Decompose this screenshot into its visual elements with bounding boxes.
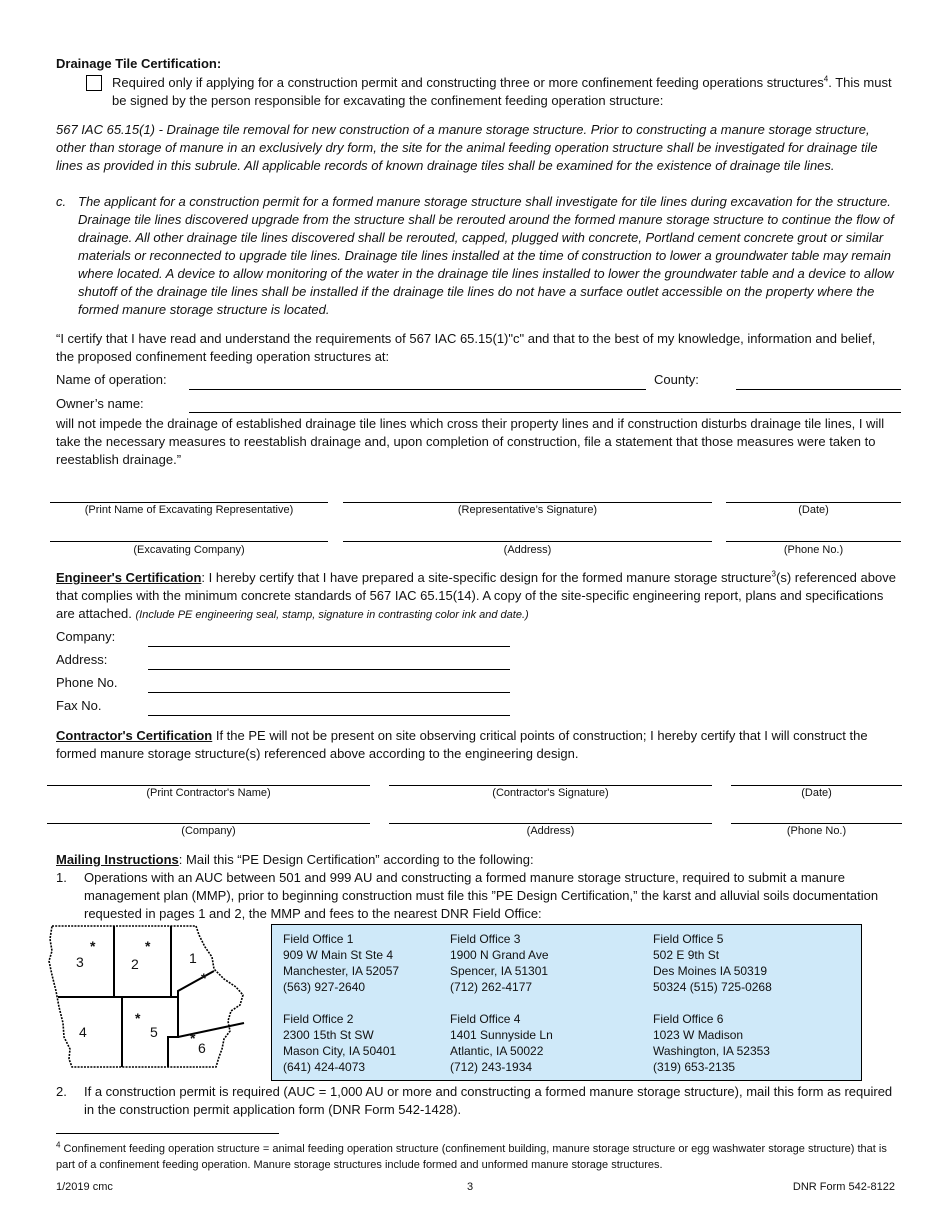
map-region-2: 2 <box>131 956 139 972</box>
excavating-date-caption: (Date) <box>798 504 829 516</box>
contractor-phone-caption: (Phone No.) <box>786 825 847 837</box>
drainage-checkbox[interactable] <box>86 75 102 91</box>
certify-end: will not impede the drainage of established drainage tile lines which cross their property lines and if construction disturbs drainage tile lines, I will take the necessary measures to reestablish drainage and, upon completion of construction, file a statement that those measures were taken to reestablish drainage.” <box>56 416 885 467</box>
excavating-company-line[interactable] <box>50 541 328 542</box>
mailing-instructions: Mailing Instructions: Mail this “PE Design Certification” according to the following: <box>56 852 534 867</box>
footer-left: 1/2019 cmc <box>56 1181 113 1193</box>
certify-intro: “I certify that I have read and understand the requirements of 567 IAC 65.15(1)"c" and that to the best of my knowledge, information and belief, the proposed confinement feeding operation structures at: <box>56 331 876 364</box>
rule-c-text: The applicant for a construction permit for a formed manure storage structure shall investigate for tile lines during excavation for the structure. Drainage tile lines discovered upgrade from the structure shall be rerouted around the formed manure storage structure to continue the flow of drainage. All other drainage tile lines discovered shall be rerouted, capped, plugged with concrete, Portland cement concrete grout or similar materials or reconnected to upgrade tile lines. Drainage tile lines installed at the time of construction to lower a groundwater table may remain where located. A device to allow monitoring of the water in the drainage tile lines installed to lower the groundwater table and a device to allow shutoff of the drainage tile lines shall be installed if the drainage tile lines do not have a surface outlet accessible on the property where the formed manure storage structure is located. <box>78 194 894 317</box>
excavating-rep-name-line[interactable] <box>50 502 328 503</box>
excavating-company-caption: (Excavating Company) <box>133 544 245 556</box>
contractor-address-line[interactable] <box>389 823 712 824</box>
map-office-star: * <box>90 938 96 954</box>
excavating-phone-caption: (Phone No.) <box>783 544 844 556</box>
engineer-fax-field[interactable] <box>148 715 510 716</box>
excavating-address-line[interactable] <box>343 541 712 542</box>
excavating-phone-line[interactable] <box>726 541 901 542</box>
drainage-title: Drainage Tile Certification: <box>56 56 222 71</box>
map-region-1: 1 <box>189 950 197 966</box>
contractor-company-caption: (Company) <box>181 825 236 837</box>
map-office-star: * <box>190 1030 196 1046</box>
rep-signature-caption: (Representative’s Signature) <box>457 504 598 516</box>
rule-c-marker: c. <box>56 194 67 209</box>
field-office-4: Field Office 4 1401 Sunnyside Ln Atlantic, IA 50022 (712) 243-1934 <box>450 1012 553 1074</box>
engineer-phone-label: Phone No. <box>56 675 118 690</box>
contractor-name-caption: (Print Contractor's Name) <box>146 787 271 799</box>
map-region-4: 4 <box>79 1024 87 1040</box>
rule-paragraph: 567 IAC 65.15(1) - Drainage tile removal for new construction of a manure storage structure. Prior to constructing a manure storage structure, other than storage of manure in an exclusively dry form, the site for the animal feeding operation structure shall be investigated for drainage tile lines as provided in this subrule. All applicable records of known drainage tiles shall be examined for the existence of drainage tile lines. <box>56 122 878 173</box>
mailing-title: Mailing Instructions <box>56 852 179 867</box>
map-office-star: * <box>201 970 207 986</box>
contractor-date-caption: (Date) <box>801 787 832 799</box>
engineer-company-field[interactable] <box>148 646 510 647</box>
map-region-6: 6 <box>198 1040 206 1056</box>
mailing-item1-text: Operations with an AUC between 501 and 999 AU and constructing a formed manure storage structure, required to submit a manure management plan (MMP), prior to beginning construction must file this ”PE Design Certification,” the karst and alluvial soils documentation requested in pages 1 and 2, the MMP and fees to the nearest DNR Field Office: <box>84 870 879 921</box>
map-region-3: 3 <box>76 954 84 970</box>
contractor-phone-line[interactable] <box>731 823 902 824</box>
contractor-certification: Contractor's Certification If the PE will not be present on site observing critical points of construction; I hereby certify that I will construct the formed manure storage structure(s) referenced above according to the engineering design. <box>56 728 868 761</box>
owner-name-label: Owner’s name: <box>56 396 144 411</box>
drainage-checkbox-text: Required only if applying for a construction permit and constructing three or more confinement feeding operations structures$^4$. This must be signed by the person responsible for excavating the confinement feeding operation structure: <box>112 74 892 108</box>
footnote-separator <box>56 1133 279 1134</box>
field-office-2: Field Office 2 2300 15th St SW Mason City, IA 50401 (641) 424-4073 <box>283 1012 397 1074</box>
footnote: $^4$ Confinement feeding operation structure = animal feeding operation structure (confinement building, manure storage structure or egg washwater storage structure) that is part of a confinement feeding operation. Manure storage structures include formed and unformed manure storage structures. <box>56 1140 887 1171</box>
contractor-signature-line[interactable] <box>389 785 712 786</box>
mailing-item2-text: If a construction permit is required (AUC = 1,000 AU or more and constructing a formed manure storage structure), mail this form as required in the construction permit application form (DNR Form 542-1428). <box>84 1084 893 1117</box>
name-of-operation-label: Name of operation: <box>56 372 167 387</box>
contractor-signature-caption: (Contractor's Signature) <box>492 787 609 799</box>
county-field[interactable] <box>736 389 901 390</box>
rep-signature-line[interactable] <box>343 502 712 503</box>
excavating-address-caption: (Address) <box>503 544 552 556</box>
name-of-operation-field[interactable] <box>189 389 646 390</box>
field-office-1: Field Office 1 909 W Main St Ste 4 Manchester, IA 52057 (563) 927-2640 <box>283 932 400 994</box>
engineer-address-field[interactable] <box>148 669 510 670</box>
excavating-rep-name-caption: (Print Name of Excavating Representative) <box>84 504 294 516</box>
footer-page-number: 3 <box>466 1181 474 1193</box>
engineer-certification: Engineer's Certification: I hereby certify that I have prepared a site-specific design for the formed manure storage structure$^3$(s) referenced above that complies with the minimum concrete standards of 567 IAC 65.15(14). A copy of the site-specific engineering report, plans and specifications are attached. (Include PE engineering seal, stamp, signature in contrasting color ink and date.) <box>56 569 896 621</box>
contractor-address-caption: (Address) <box>526 825 575 837</box>
engineer-fax-label: Fax No. <box>56 698 102 713</box>
engineer-address-label: Address: <box>56 652 108 667</box>
contractor-date-line[interactable] <box>731 785 902 786</box>
field-office-3: Field Office 3 1900 N Grand Ave Spencer, IA 51301 (712) 262-4177 <box>450 932 549 994</box>
contractor-company-line[interactable] <box>47 823 370 824</box>
field-office-6: Field Office 6 1023 W Madison Washington, IA 52353 (319) 653-2135 <box>653 1012 770 1074</box>
mailing-item1-number: 1. <box>56 870 67 885</box>
field-office-5: Field Office 5 502 E 9th St Des Moines IA 50319 50324 (515) 725-0268 <box>653 932 772 994</box>
contractor-name-line[interactable] <box>47 785 370 786</box>
excavating-date-line[interactable] <box>726 502 901 503</box>
engineer-phone-field[interactable] <box>148 692 510 693</box>
owner-name-field[interactable] <box>189 412 901 413</box>
engineer-title: Engineer's Certification <box>56 570 202 585</box>
county-label: County: <box>654 372 699 387</box>
footer-form-number: DNR Form 542-8122 <box>792 1181 895 1193</box>
map-office-star: * <box>145 938 151 954</box>
map-office-star: * <box>135 1010 141 1026</box>
mailing-item2-number: 2. <box>56 1084 67 1099</box>
engineer-company-label: Company: <box>56 629 116 644</box>
contractor-title: Contractor's Certification <box>56 728 213 743</box>
map-region-5: 5 <box>150 1024 158 1040</box>
